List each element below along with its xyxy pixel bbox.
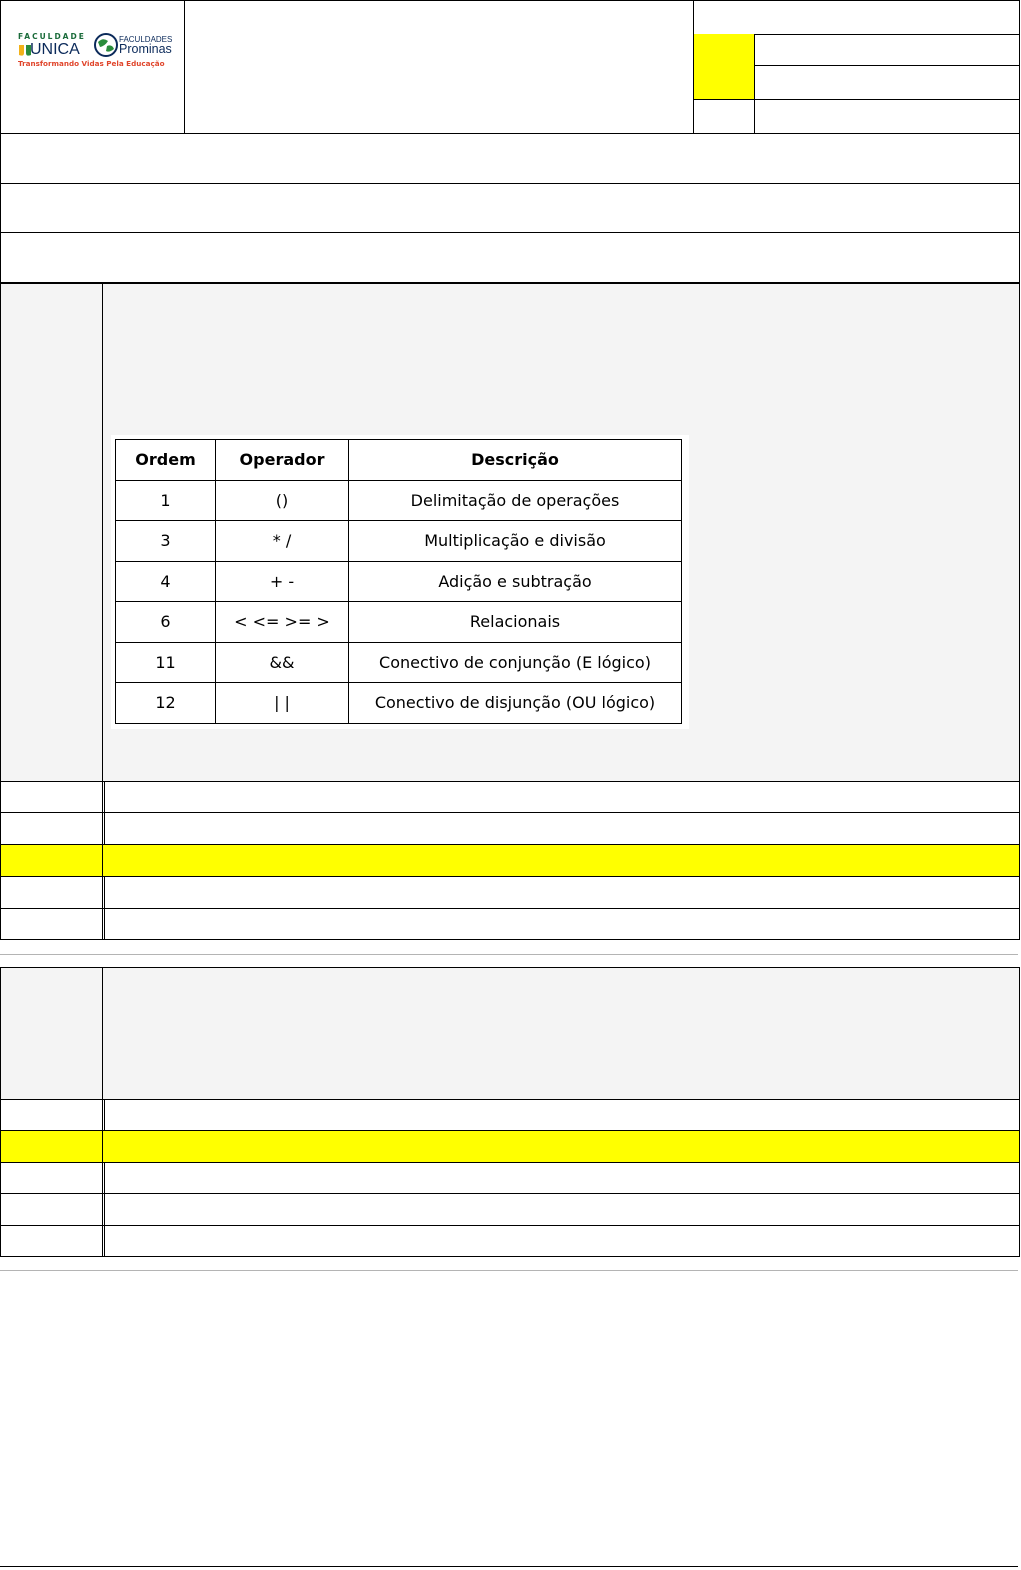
cell-operador: < <= >= >	[216, 602, 349, 643]
option-text-cell	[102, 1131, 1020, 1163]
question-1-number-cell	[0, 283, 105, 782]
info-row-2	[694, 34, 1019, 66]
option-text-cell	[102, 1099, 1020, 1131]
question-2-option-d[interactable]	[0, 1194, 1020, 1226]
title-cell	[184, 0, 694, 134]
cell-descricao: Conectivo de disjunção (OU lógico)	[349, 683, 682, 724]
option-letter-cell	[0, 845, 105, 877]
logo-cell	[0, 0, 185, 134]
info-column	[693, 0, 1020, 134]
question-1-option-b[interactable]	[0, 813, 1020, 845]
table-header-row	[116, 440, 682, 481]
question-1-option-d[interactable]	[0, 877, 1020, 909]
cell-ordem: 6	[116, 602, 216, 643]
option-text-cell	[102, 1194, 1020, 1226]
cell-operador: + -	[216, 561, 349, 602]
option-text-cell	[102, 813, 1020, 845]
info-key	[694, 99, 755, 133]
cell-descricao: Adição e subtração	[349, 561, 682, 602]
operator-table	[115, 439, 682, 724]
option-letter-cell	[0, 1225, 105, 1257]
option-text-cell	[102, 908, 1020, 940]
cell-descricao: Delimitação de operações	[349, 480, 682, 521]
option-text-cell	[102, 845, 1020, 877]
document-header	[0, 0, 1021, 134]
cell-ordem: 3	[116, 521, 216, 562]
logo-unica-name: UNICA	[30, 41, 80, 58]
question-1-option-a[interactable]	[0, 781, 1020, 813]
question-2-option-a[interactable]	[0, 1099, 1020, 1131]
unica-logo	[18, 32, 86, 61]
info-key-highlight	[694, 65, 755, 99]
logo-tagline: Transformando Vidas Pela Educação	[18, 59, 165, 68]
table-row	[116, 521, 682, 562]
option-text-cell	[102, 877, 1020, 909]
info-row-4	[694, 99, 1019, 133]
question-2-option-b-highlighted[interactable]	[0, 1131, 1020, 1163]
header-ordem: Ordem	[116, 440, 216, 481]
question-2-option-c[interactable]	[0, 1162, 1020, 1194]
table-row	[116, 642, 682, 683]
logo-prominas-small: FACULDADES	[119, 35, 173, 44]
option-letter-cell	[0, 1099, 105, 1131]
info-key-highlight	[694, 34, 755, 65]
logo-unica-top: FACULDADE	[18, 32, 86, 41]
info-row-3	[694, 65, 1019, 100]
divider	[0, 954, 1018, 955]
cell-operador: &&	[216, 642, 349, 683]
question-2	[0, 967, 1020, 1100]
question-2-statement	[102, 967, 1020, 1100]
logo-prominas-name: Prominas	[119, 42, 172, 56]
option-letter-cell	[0, 1162, 105, 1194]
table-row	[116, 561, 682, 602]
question-1-option-e[interactable]	[0, 908, 1020, 940]
table-row	[116, 683, 682, 724]
cell-ordem: 1	[116, 480, 216, 521]
page-bottom-rule	[0, 1566, 1018, 1567]
cell-operador: * /	[216, 521, 349, 562]
option-letter-cell	[0, 813, 105, 845]
cell-descricao: Relacionais	[349, 602, 682, 643]
option-letter-cell	[0, 1194, 105, 1226]
cell-descricao: Multiplicação e divisão	[349, 521, 682, 562]
question-2-number-cell	[0, 967, 105, 1100]
option-letter-cell	[0, 781, 105, 813]
question-2-option-e[interactable]	[0, 1225, 1020, 1257]
cell-ordem: 4	[116, 561, 216, 602]
option-text-cell	[102, 1225, 1020, 1257]
option-letter-cell	[0, 877, 105, 909]
table-row	[116, 480, 682, 521]
header-operador: Operador	[216, 440, 349, 481]
operator-precedence-table	[111, 435, 689, 729]
question-1-option-c-highlighted[interactable]	[0, 845, 1020, 877]
cell-ordem: 11	[116, 642, 216, 683]
table-row	[116, 602, 682, 643]
cell-descricao: Conectivo de conjunção (E lógico)	[349, 642, 682, 683]
info-line-1	[0, 133, 1020, 184]
info-line-3	[0, 232, 1020, 284]
info-row-1	[694, 1, 1019, 35]
option-letter-cell	[0, 908, 105, 940]
cell-ordem: 12	[116, 683, 216, 724]
divider	[0, 1270, 1018, 1271]
cell-operador: | |	[216, 683, 349, 724]
option-letter-cell	[0, 1131, 105, 1163]
globe-icon	[93, 32, 119, 58]
option-text-cell	[102, 781, 1020, 813]
info-line-2	[0, 183, 1020, 233]
option-text-cell	[102, 1162, 1020, 1194]
header-descricao: Descrição	[349, 440, 682, 481]
cell-operador: ()	[216, 480, 349, 521]
